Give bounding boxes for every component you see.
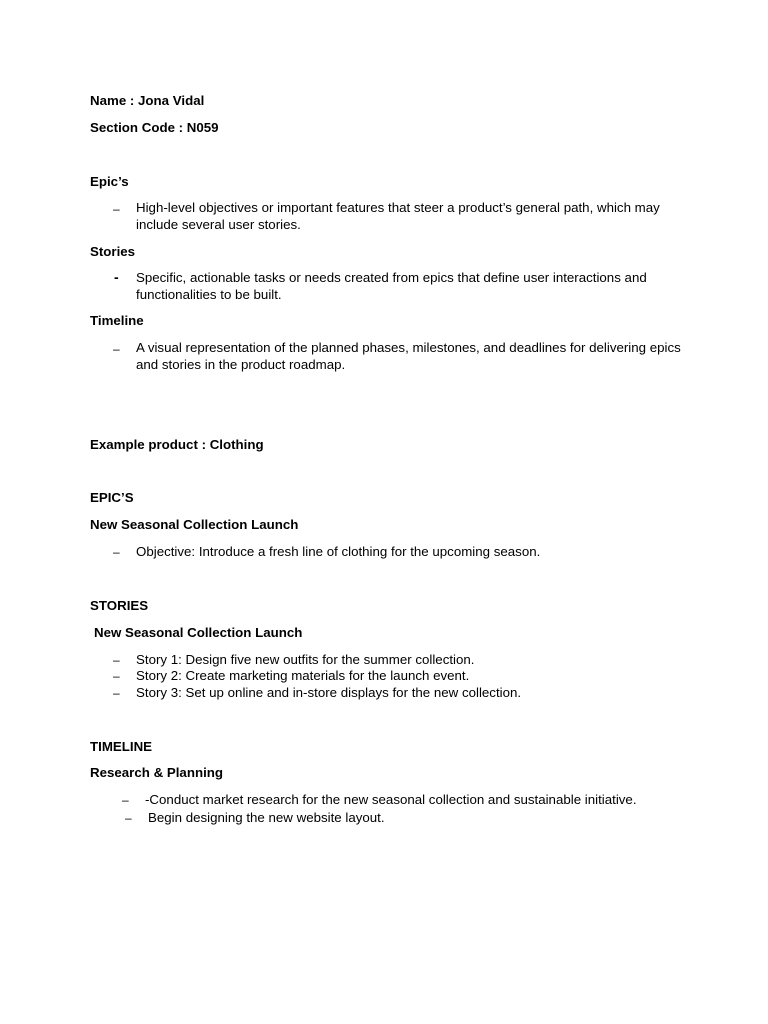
bullet-dash: – [113,669,120,683]
stories-section-subheading: New Seasonal Collection Launch [94,625,303,640]
bullet-dash: - [114,269,119,285]
epics-definition-heading: Epic’s [90,174,129,189]
story-item: Story 3: Set up online and in-store displays for the new collection. [136,685,522,700]
timeline-definition-text: A visual representation of the planned phases, milestones, and deadlines for delivering epics and stories in the product roadmap. [136,340,681,372]
epics-section-heading: EPIC’S [90,490,134,505]
stories-definition-heading: Stories [90,244,136,259]
timeline-section-subheading: Research & Planning [90,765,224,780]
bullet-dash: – [113,653,120,667]
timeline-definition-heading: Timeline [90,313,144,328]
epic-objective-text: Objective: Introduce a fresh line of clothing for the upcoming season. [136,544,541,559]
story-item: Story 1: Design five new outfits for the summer collection. [136,652,475,667]
timeline-section-heading: TIMELINE [90,739,153,754]
timeline-item: Begin designing the new website layout. [148,810,385,825]
story-item: Story 2: Create marketing materials for the launch event. [136,668,470,683]
bullet-dash: – [113,202,120,216]
stories-definition-text: Specific, actionable tasks or needs created from epics that define user interactions and functionalities to be built. [136,270,647,302]
bullet-dash: – [113,686,120,700]
example-product-heading: Example product : Clothing [90,437,264,452]
bullet-dash: – [113,545,120,559]
epics-section-subheading: New Seasonal Collection Launch [90,517,299,532]
timeline-item: -Conduct market research for the new seasonal collection and sustainable initiative. [145,792,637,807]
stories-section-heading: STORIES [90,598,149,613]
bullet-dash: – [122,793,129,807]
section-code-line: Section Code : N059 [90,120,219,135]
epics-definition-text: High-level objectives or important features that steer a product’s general path, which may include several user stories. [136,200,660,232]
bullet-dash: – [113,342,120,356]
bullet-dash: – [125,811,132,825]
name-line: Name : Jona Vidal [90,93,205,108]
